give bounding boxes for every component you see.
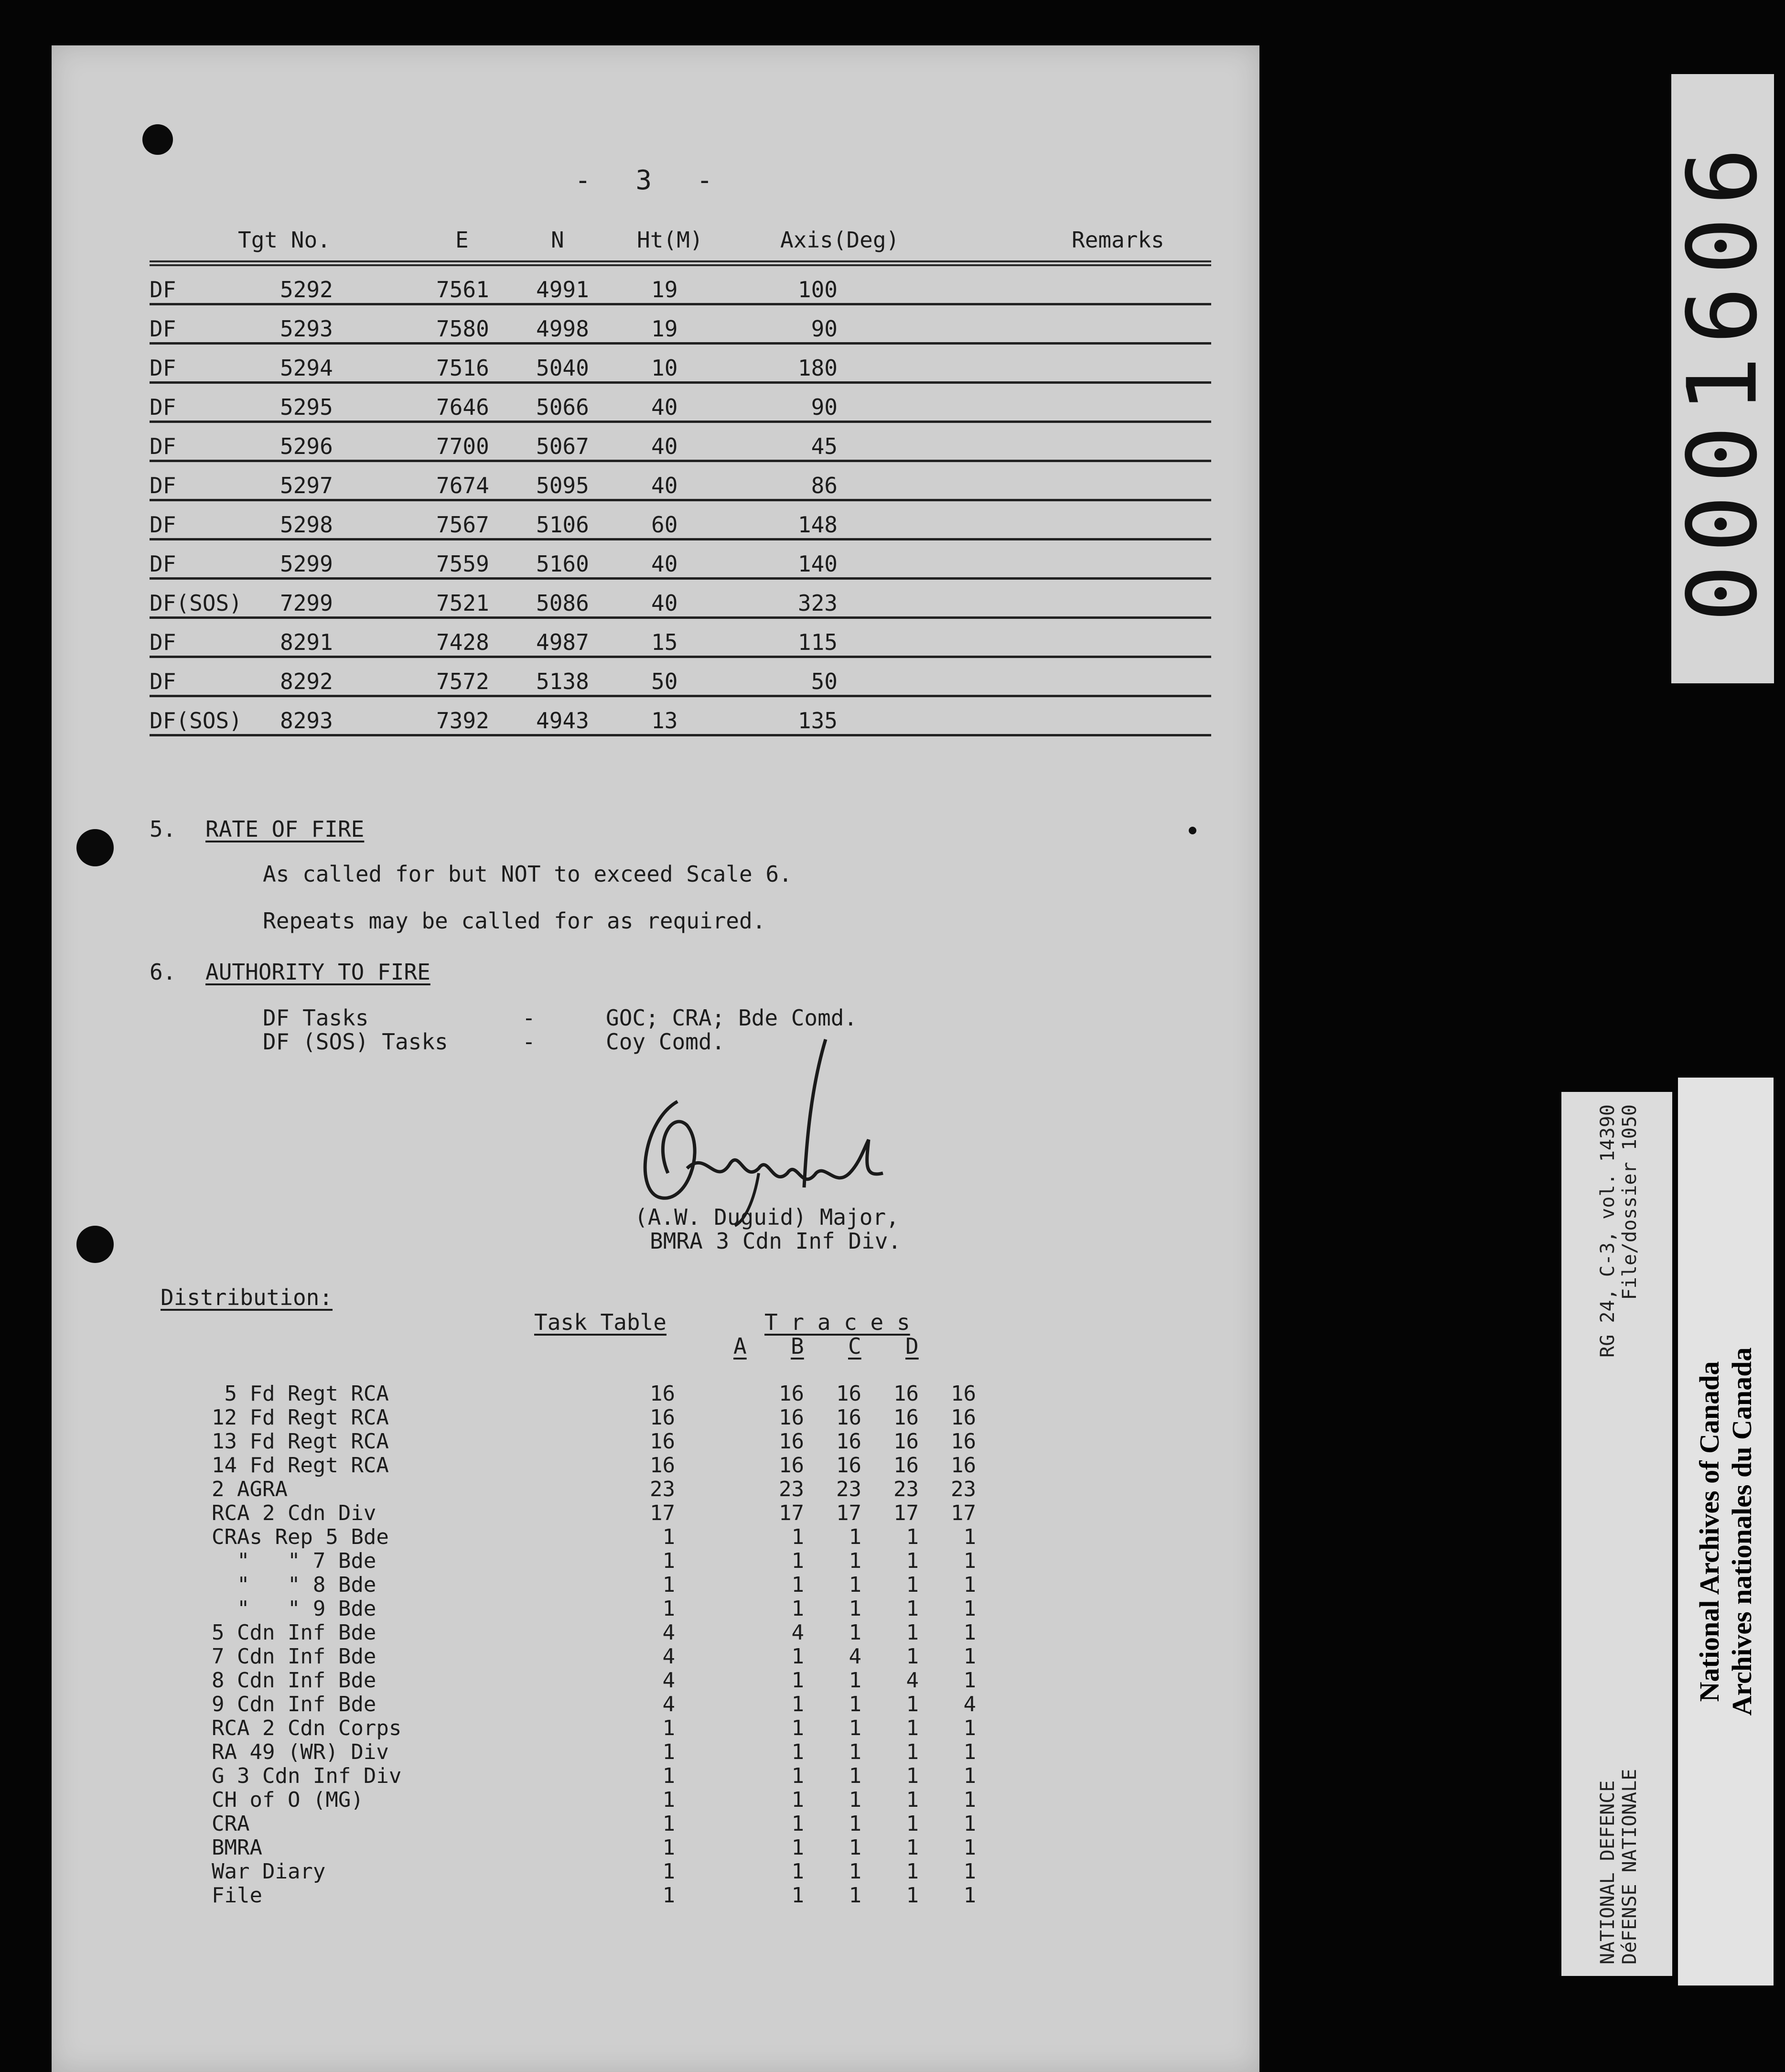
dist-trace-b: 1: [849, 1740, 861, 1764]
authority-task-dfsos: DF (SOS) Tasks: [263, 1029, 448, 1055]
dist-task-table: 1: [662, 1835, 675, 1860]
dist-trace-c: 1: [906, 1740, 919, 1764]
dist-trace-b: 1: [849, 1692, 861, 1716]
cell-tgt-no: 8293: [280, 708, 333, 734]
archive-ref-line1: RG 24, C-3, vol. 14390: [1597, 1104, 1619, 1358]
table-row: [150, 580, 1211, 619]
dist-trace-a: 1: [791, 1525, 804, 1549]
dist-recipient: G 3 Cdn Inf Div: [212, 1764, 402, 1788]
dist-trace-a: 1: [791, 1835, 804, 1860]
dist-recipient: War Diary: [212, 1859, 326, 1884]
cell-ht: 40: [651, 394, 678, 420]
dist-recipient: RCA 2 Cdn Div: [212, 1501, 376, 1525]
traces-header: T r a c e s: [764, 1309, 910, 1335]
cell-type: DF: [150, 277, 176, 302]
cell-e: 7428: [436, 629, 489, 655]
dist-trace-d: 1: [963, 1835, 976, 1860]
dist-recipient: " " 9 Bde: [212, 1597, 376, 1621]
section5-line2: Repeats may be called for as required.: [263, 908, 766, 934]
handwritten-signature: [615, 1030, 931, 1230]
cell-axis: 140: [797, 551, 838, 577]
dist-task-table: 23: [650, 1477, 675, 1501]
cell-e: 7674: [436, 473, 489, 498]
table-row: [150, 423, 1211, 462]
dist-trace-c: 23: [893, 1477, 919, 1501]
section5-number: 5.: [150, 816, 176, 842]
dist-trace-c: 1: [906, 1883, 919, 1908]
cell-axis: 45: [811, 433, 838, 459]
dist-trace-d: 1: [963, 1812, 976, 1836]
authority-task-df: DF Tasks: [263, 1005, 369, 1031]
dist-trace-c: 16: [893, 1381, 919, 1406]
dist-task-table: 17: [650, 1501, 675, 1525]
dist-trace-b: 1: [849, 1620, 861, 1645]
dist-trace-a: 1: [791, 1573, 804, 1597]
cell-ht: 19: [651, 316, 678, 342]
dist-task-table: 16: [650, 1381, 675, 1406]
dist-trace-a: 16: [779, 1381, 804, 1406]
dist-recipient: 14 Fd Regt RCA: [212, 1453, 389, 1478]
trace-col-a: A: [733, 1333, 747, 1359]
section6-heading: AUTHORITY TO FIRE: [205, 959, 430, 985]
dist-trace-b: 1: [849, 1812, 861, 1836]
dist-trace-d: 1: [963, 1859, 976, 1884]
dist-trace-c: 16: [893, 1453, 919, 1478]
dist-trace-d: 1: [963, 1620, 976, 1645]
dist-recipient: 8 Cdn Inf Bde: [212, 1668, 376, 1693]
dist-trace-c: 1: [906, 1573, 919, 1597]
dist-trace-b: 16: [836, 1453, 861, 1478]
cell-axis: 90: [811, 316, 838, 342]
table-row: [150, 384, 1211, 423]
dist-recipient: 2 AGRA: [212, 1477, 288, 1501]
cell-n: 5040: [536, 355, 589, 381]
cell-ht: 10: [651, 355, 678, 381]
dist-task-table: 4: [662, 1668, 675, 1693]
dist-trace-b: 1: [849, 1764, 861, 1788]
dist-trace-c: 1: [906, 1644, 919, 1669]
dist-trace-d: 1: [963, 1764, 976, 1788]
dist-trace-a: 1: [791, 1764, 804, 1788]
dist-trace-b: 16: [836, 1429, 861, 1454]
cell-ht: 40: [651, 473, 678, 498]
dist-task-table: 1: [662, 1573, 675, 1597]
national-archives-label: [1678, 1078, 1774, 1986]
dist-trace-c: 4: [906, 1668, 919, 1693]
cell-ht: 13: [651, 708, 678, 734]
cell-e: 7392: [436, 708, 489, 734]
dist-trace-a: 1: [791, 1859, 804, 1884]
trace-col-c: C: [848, 1333, 861, 1359]
cell-n: 5066: [536, 394, 589, 420]
dist-trace-b: 1: [849, 1525, 861, 1549]
dist-trace-b: 23: [836, 1477, 861, 1501]
cell-n: 4991: [536, 277, 589, 302]
dist-trace-b: 1: [849, 1883, 861, 1908]
cell-n: 5067: [536, 433, 589, 459]
dist-trace-a: 1: [791, 1716, 804, 1740]
cell-ht: 60: [651, 512, 678, 538]
dist-task-table: 1: [662, 1597, 675, 1621]
cell-n: 5086: [536, 590, 589, 616]
dist-trace-d: 4: [963, 1692, 976, 1716]
authority-dash: -: [522, 1005, 536, 1031]
cell-axis: 50: [811, 669, 838, 694]
cell-tgt-no: 5292: [280, 277, 333, 302]
dist-task-table: 16: [650, 1453, 675, 1478]
dist-trace-c: 1: [906, 1549, 919, 1573]
dist-trace-d: 1: [963, 1788, 976, 1812]
dist-trace-a: 16: [779, 1429, 804, 1454]
dist-trace-b: 1: [849, 1573, 861, 1597]
dist-trace-c: 1: [906, 1597, 919, 1621]
cell-e: 7580: [436, 316, 489, 342]
dist-recipient: RCA 2 Cdn Corps: [212, 1716, 402, 1740]
cell-axis: 100: [797, 277, 838, 302]
trace-col-d: D: [905, 1333, 919, 1359]
dist-recipient: 13 Fd Regt RCA: [212, 1429, 389, 1454]
dist-trace-a: 1: [791, 1668, 804, 1693]
nad-line1: National Archives of Canada: [1694, 1361, 1725, 1702]
dist-recipient: CRAs Rep 5 Bde: [212, 1525, 389, 1549]
dist-trace-d: 1: [963, 1668, 976, 1693]
cell-n: 5160: [536, 551, 589, 577]
dist-trace-c: 16: [893, 1429, 919, 1454]
cell-n: 5106: [536, 512, 589, 538]
dist-recipient: 12 Fd Regt RCA: [212, 1405, 389, 1430]
dist-trace-d: 1: [963, 1883, 976, 1908]
dist-trace-b: 1: [849, 1549, 861, 1573]
dist-trace-d: 16: [951, 1429, 976, 1454]
table-row: [150, 658, 1211, 697]
cell-axis: 148: [797, 512, 838, 538]
dist-task-table: 1: [662, 1788, 675, 1812]
dist-trace-a: 1: [791, 1788, 804, 1812]
cell-n: 5095: [536, 473, 589, 498]
dist-recipient: CH of O (MG): [212, 1788, 364, 1812]
dist-trace-d: 16: [951, 1381, 976, 1406]
task-table-header: Task Table: [534, 1309, 667, 1335]
dist-trace-d: 16: [951, 1453, 976, 1478]
dist-trace-b: 1: [849, 1716, 861, 1740]
dist-task-table: 1: [662, 1549, 675, 1573]
cell-tgt-no: 8291: [280, 629, 333, 655]
dist-trace-d: 1: [963, 1549, 976, 1573]
dist-recipient: 9 Cdn Inf Bde: [212, 1692, 376, 1716]
table-row: [150, 266, 1211, 305]
cell-e: 7572: [436, 669, 489, 694]
section5-line1: As called for but NOT to exceed Scale 6.: [263, 861, 792, 887]
cell-ht: 19: [651, 277, 678, 302]
dist-task-table: 1: [662, 1812, 675, 1836]
cell-axis: 323: [797, 590, 838, 616]
speck: [1189, 827, 1196, 834]
cell-e: 7561: [436, 277, 489, 302]
cell-type: DF(SOS): [150, 590, 242, 616]
table-row: [150, 305, 1211, 345]
dist-trace-c: 1: [906, 1525, 919, 1549]
cell-n: 4987: [536, 629, 589, 655]
cell-e: 7516: [436, 355, 489, 381]
header-tgt-no: Tgt No.: [238, 227, 331, 253]
dist-trace-a: 16: [779, 1405, 804, 1430]
dist-trace-b: 1: [849, 1668, 861, 1693]
table-row: [150, 501, 1211, 540]
cell-e: 7646: [436, 394, 489, 420]
dist-trace-b: 17: [836, 1501, 861, 1525]
dist-recipient: 7 Cdn Inf Bde: [212, 1644, 376, 1669]
section5-heading: RATE OF FIRE: [205, 816, 365, 842]
cell-type: DF(SOS): [150, 708, 242, 734]
dist-trace-d: 23: [951, 1477, 976, 1501]
dist-task-table: 1: [662, 1883, 675, 1908]
cell-tgt-no: 5299: [280, 551, 333, 577]
table-row: [150, 462, 1211, 501]
authority-dash: -: [522, 1029, 536, 1055]
frame-number-label: [1667, 74, 1778, 683]
dist-trace-c: 1: [906, 1620, 919, 1645]
dist-recipient: " " 8 Bde: [212, 1573, 376, 1597]
archive-reference-label: [1561, 1092, 1672, 1976]
dist-trace-c: 1: [906, 1835, 919, 1860]
target-table-body: [150, 266, 1211, 736]
dist-task-table: 1: [662, 1859, 675, 1884]
cell-ht: 50: [651, 669, 678, 694]
trace-col-b: B: [791, 1333, 804, 1359]
cell-type: DF: [150, 316, 176, 342]
cell-n: 5138: [536, 669, 589, 694]
dist-recipient: File: [212, 1883, 262, 1908]
section6-number: 6.: [150, 959, 176, 985]
dept-line2: DéFENSE NATIONALE: [1619, 1769, 1641, 1964]
dist-recipient: BMRA: [212, 1835, 262, 1860]
dist-recipient: " " 7 Bde: [212, 1549, 376, 1573]
dist-recipient: 5 Fd Regt RCA: [212, 1381, 389, 1406]
dist-trace-a: 1: [791, 1644, 804, 1669]
cell-n: 4998: [536, 316, 589, 342]
cell-type: DF: [150, 433, 176, 459]
cell-tgt-no: 5298: [280, 512, 333, 538]
dist-trace-c: 1: [906, 1692, 919, 1716]
cell-tgt-no: 8292: [280, 669, 333, 694]
cell-axis: 180: [797, 355, 838, 381]
cell-ht: 40: [651, 433, 678, 459]
header-remarks: Remarks: [1072, 227, 1164, 253]
distribution-heading: Distribution:: [161, 1284, 333, 1310]
dist-trace-a: 1: [791, 1812, 804, 1836]
header-ht: Ht(M): [637, 227, 703, 253]
dist-task-table: 4: [662, 1644, 675, 1669]
cell-type: DF: [150, 394, 176, 420]
dist-trace-c: 1: [906, 1812, 919, 1836]
dist-task-table: 4: [662, 1620, 675, 1645]
dist-trace-a: 16: [779, 1453, 804, 1478]
dist-trace-c: 1: [906, 1859, 919, 1884]
table-row: [150, 697, 1211, 736]
cell-type: DF: [150, 669, 176, 694]
dist-task-table: 1: [662, 1740, 675, 1764]
dist-task-table: 4: [662, 1692, 675, 1716]
authority-df: GOC; CRA; Bde Comd.: [606, 1005, 858, 1031]
dist-task-table: 1: [662, 1716, 675, 1740]
cell-e: 7700: [436, 433, 489, 459]
cell-tgt-no: 5296: [280, 433, 333, 459]
cell-tgt-no: 5293: [280, 316, 333, 342]
cell-axis: 86: [811, 473, 838, 498]
dist-trace-a: 1: [791, 1740, 804, 1764]
cell-ht: 40: [651, 590, 678, 616]
dist-trace-a: 17: [779, 1501, 804, 1525]
dist-trace-b: 1: [849, 1597, 861, 1621]
dist-trace-a: 1: [791, 1597, 804, 1621]
dist-trace-c: 16: [893, 1405, 919, 1430]
cell-type: DF: [150, 355, 176, 381]
cell-n: 4943: [536, 708, 589, 734]
cell-type: DF: [150, 629, 176, 655]
cell-ht: 15: [651, 629, 678, 655]
cell-type: DF: [150, 512, 176, 538]
dist-trace-b: 1: [849, 1788, 861, 1812]
dist-trace-c: 1: [906, 1788, 919, 1812]
dept-line1: NATIONAL DEFENCE: [1597, 1780, 1619, 1964]
dist-trace-a: 1: [791, 1549, 804, 1573]
signature-name: (A.W. Duguid) Major,: [634, 1204, 899, 1230]
dist-task-table: 16: [650, 1429, 675, 1454]
dist-trace-b: 1: [849, 1859, 861, 1884]
table-row: [150, 345, 1211, 384]
dist-trace-c: 1: [906, 1764, 919, 1788]
cell-e: 7559: [436, 551, 489, 577]
dist-trace-b: 16: [836, 1381, 861, 1406]
dist-trace-c: 17: [893, 1501, 919, 1525]
dist-trace-a: 4: [791, 1620, 804, 1645]
cell-tgt-no: 5295: [280, 394, 333, 420]
dist-trace-d: 16: [951, 1405, 976, 1430]
dist-trace-b: 4: [849, 1644, 861, 1669]
dist-trace-d: 1: [963, 1573, 976, 1597]
header-n: N: [551, 227, 564, 253]
dist-trace-a: 1: [791, 1692, 804, 1716]
dist-trace-d: 1: [963, 1716, 976, 1740]
header-e: E: [455, 227, 469, 253]
target-table-header: [150, 227, 1211, 266]
cell-axis: 135: [797, 708, 838, 734]
signature-title: BMRA 3 Cdn Inf Div.: [650, 1228, 902, 1254]
dist-task-table: 1: [662, 1764, 675, 1788]
cell-tgt-no: 7299: [280, 590, 333, 616]
cell-axis: 115: [797, 629, 838, 655]
frame-number: 0001606: [1667, 135, 1778, 622]
punch-hole: [142, 124, 173, 155]
table-row: [150, 540, 1211, 580]
header-axis: Axis(Deg): [780, 227, 900, 253]
archive-ref-line2: File/dossier 1050: [1619, 1104, 1641, 1300]
punch-hole: [76, 1226, 114, 1263]
cell-axis: 90: [811, 394, 838, 420]
authority-dfsos: Coy Comd.: [606, 1029, 725, 1055]
dist-recipient: 5 Cdn Inf Bde: [212, 1620, 376, 1645]
dist-trace-d: 1: [963, 1525, 976, 1549]
dist-trace-d: 1: [963, 1644, 976, 1669]
cell-e: 7521: [436, 590, 489, 616]
dist-trace-d: 1: [963, 1597, 976, 1621]
cell-tgt-no: 5297: [280, 473, 333, 498]
cell-type: DF: [150, 473, 176, 498]
document-page: [52, 45, 1259, 2072]
dist-trace-b: 1: [849, 1835, 861, 1860]
dist-trace-b: 16: [836, 1405, 861, 1430]
cell-ht: 40: [651, 551, 678, 577]
dist-task-table: 1: [662, 1525, 675, 1549]
nad-line2: Archives nationales du Canada: [1726, 1347, 1757, 1716]
dist-trace-d: 1: [963, 1740, 976, 1764]
dist-trace-c: 1: [906, 1716, 919, 1740]
dist-trace-a: 23: [779, 1477, 804, 1501]
dist-trace-d: 17: [951, 1501, 976, 1525]
cell-e: 7567: [436, 512, 489, 538]
dist-recipient: CRA: [212, 1812, 250, 1836]
cell-tgt-no: 5294: [280, 355, 333, 381]
punch-hole: [76, 829, 114, 866]
dist-recipient: RA 49 (WR) Div: [212, 1740, 389, 1764]
page-number: - 3 -: [575, 165, 727, 196]
target-table: [150, 227, 1211, 736]
dist-task-table: 16: [650, 1405, 675, 1430]
cell-type: DF: [150, 551, 176, 577]
table-row: [150, 619, 1211, 658]
dist-trace-a: 1: [791, 1883, 804, 1908]
